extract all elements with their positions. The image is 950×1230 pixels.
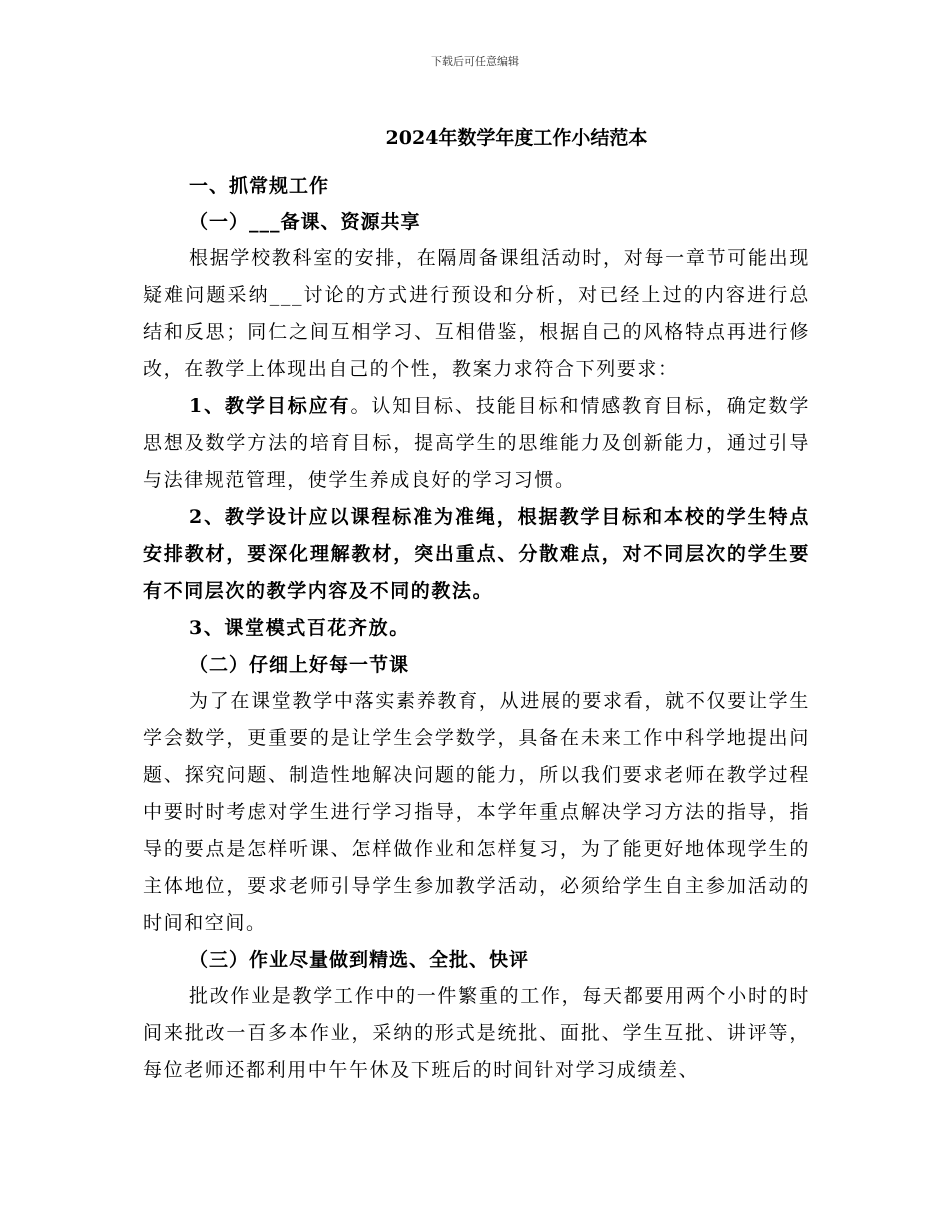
list-item-1-lead: 1、教学目标应有 — [189, 395, 351, 417]
subsection-heading-3: （三）作业尽量做到精选、全批、快评 — [189, 949, 530, 971]
document-body — [143, 120, 810, 1089]
section-heading-1: 一、抓常规工作 — [189, 175, 330, 197]
list-item-1 — [143, 388, 810, 499]
page-header-note: 下载后可任意编辑 — [431, 55, 519, 68]
list-item-2: 2、教学设计应以课程标准为准绳，根据教学目标和本校的学生特点安排教材，要深化理解教材，突出重点、分散难点，对不同层次的学生要有不同层次的教学内容及不同的教法。 — [143, 506, 810, 602]
list-item-1-text: 。认知目标、技能目标和情感教育目标，确定数学思想及数学方法的培育目标，提高学生的思维能力及创新能力，通过引导与法律规范管理，使学生养成良好的学习习惯。 — [143, 395, 811, 491]
subsection-heading-2: （二）仔细上好每一节课 — [189, 654, 410, 676]
paragraph-classroom: 为了在课堂教学中落实素养教育，从进展的要求看，就不仅要让学生学会数学，更重要的是让学生会学数学，具备在未来工作中科学地提出问题、探究问题、制造性地解决问题的能力，所以我们要求老师在教学过程中要时时考虑对学生进行学习指导，本学年重点解决学习方法的指导，指导的要点是怎样听课、怎样做作业和怎样复习，为了能更好地体现学生的主体地位，要求老师引导学生参加教学活动，必须给学生自主参加活动的时间和空间。 — [143, 690, 810, 934]
subsection-heading-1: （一）___备课、资源共享 — [189, 211, 421, 233]
list-item-3: 3、课堂模式百花齐放。 — [189, 617, 410, 639]
paragraph-lesson-prep: 根据学校教科室的安排，在隔周备课组活动时，对每一章节可能出现疑难问题采纳___讨论的方式进行预设和分析，对已经上过的内容进行总结和反思；同仁之间互相学习、互相借鉴，根据自己的风格特点再进行修改，在教学上体现出自己的个性，教案力求符合下列要求： — [143, 247, 810, 380]
paragraph-homework: 批改作业是教学工作中的一件繁重的工作，每天都要用两个小时的时间来批改一百多本作业，采纳的形式是统批、面批、学生互批、讲评等，每位老师还都利用中午午休及下班后的时间针对学习成绩差、 — [143, 985, 810, 1081]
document-title: 2024年数学年度工作小结范本 — [385, 127, 648, 149]
